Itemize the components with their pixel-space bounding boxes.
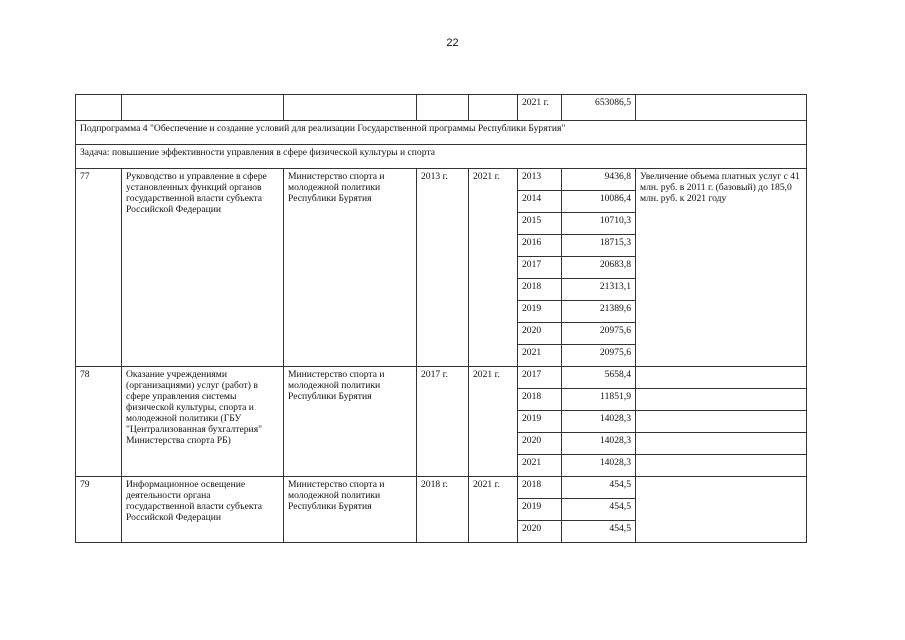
item-name: Руководство и управление в сфере установленных функций органов государственной власти субъекта Российской Федерации	[122, 169, 284, 367]
value-cell: 11851,9	[562, 389, 636, 411]
empty-cell	[636, 95, 807, 121]
value-cell: 18715,3	[562, 235, 636, 257]
item-number: 77	[76, 169, 122, 367]
value-cell: 20975,6	[562, 345, 636, 367]
year-cell: 2018	[518, 279, 562, 301]
item-executor: Министерство спорта и молодежной политики Республики Бурятия	[284, 477, 417, 543]
item-number: 79	[76, 477, 122, 543]
value-cell: 5658,4	[562, 367, 636, 389]
item-end: 2021 г.	[469, 477, 518, 543]
year-cell: 2021	[518, 455, 562, 477]
item-name: Оказание учреждениями (организациями) услуг (работ) в сфере управления системы физической культуры, спорта и молодежной политики (ГБУ "Централизованная бухгалтерия" Министерства спорта РБ)	[122, 367, 284, 477]
value-cell: 14028,3	[562, 455, 636, 477]
item-result: Увеличение объема платных услуг с 41 млн. руб. в 2011 г. (базовый) до 185,0 млн. руб. к 2021 году	[636, 169, 807, 367]
result-cell	[636, 367, 807, 389]
value-cell: 20975,6	[562, 323, 636, 345]
item-start: 2018 г.	[417, 477, 469, 543]
year-cell: 2021	[518, 345, 562, 367]
table-row	[76, 477, 807, 499]
year-cell: 2020	[518, 433, 562, 455]
year-cell: 2017	[518, 367, 562, 389]
year-cell: 2019	[518, 499, 562, 521]
program-table	[75, 94, 807, 543]
table-row	[76, 169, 807, 191]
subprogram-title: Подпрограмма 4 "Обеспечение и создание условий для реализации Государственной программы Республики Бурятия"	[76, 121, 807, 145]
value-cell: 21313,1	[562, 279, 636, 301]
task-title: Задача: повышение эффективности управления в сфере физической культуры и спорта	[76, 145, 807, 169]
continuation-row	[76, 95, 807, 121]
year-cell: 2017	[518, 257, 562, 279]
result-cell	[636, 389, 807, 411]
value-cell: 14028,3	[562, 433, 636, 455]
year-cell: 2013	[518, 169, 562, 191]
year-cell: 2021 г.	[518, 95, 562, 121]
item-end: 2021 г.	[469, 367, 518, 477]
value-cell: 20683,8	[562, 257, 636, 279]
year-cell: 2016	[518, 235, 562, 257]
value-cell: 454,5	[562, 499, 636, 521]
item-end: 2021 г.	[469, 169, 518, 367]
year-cell: 2019	[518, 411, 562, 433]
empty-cell	[76, 95, 122, 121]
table-row	[76, 367, 807, 389]
empty-cell	[417, 95, 469, 121]
year-cell: 2014	[518, 191, 562, 213]
value-cell: 10710,3	[562, 213, 636, 235]
year-cell: 2019	[518, 301, 562, 323]
item-start: 2013 г.	[417, 169, 469, 367]
item-start: 2017 г.	[417, 367, 469, 477]
year-cell: 2015	[518, 213, 562, 235]
value-cell: 21389,6	[562, 301, 636, 323]
value-cell: 454,5	[562, 521, 636, 543]
item-executor: Министерство спорта и молодежной политики Республики Бурятия	[284, 367, 417, 477]
empty-cell	[284, 95, 417, 121]
result-cell	[636, 433, 807, 455]
year-cell: 2020	[518, 323, 562, 345]
empty-cell	[122, 95, 284, 121]
value-cell: 653086,5	[562, 95, 636, 121]
year-cell: 2020	[518, 521, 562, 543]
subprogram-row	[76, 121, 807, 145]
result-cell	[636, 455, 807, 477]
item-executor: Министерство спорта и молодежной политики Республики Бурятия	[284, 169, 417, 367]
result-cell	[636, 411, 807, 433]
result-cell	[636, 477, 807, 543]
value-cell: 9436,8	[562, 169, 636, 191]
value-cell: 10086,4	[562, 191, 636, 213]
item-number: 78	[76, 367, 122, 477]
page-number: 22	[446, 37, 459, 49]
empty-cell	[469, 95, 518, 121]
task-row	[76, 145, 807, 169]
value-cell: 14028,3	[562, 411, 636, 433]
value-cell: 454,5	[562, 477, 636, 499]
year-cell: 2018	[518, 389, 562, 411]
item-name: Информационное освещение деятельности органа государственной власти субъекта Российской Федерации	[122, 477, 284, 543]
year-cell: 2018	[518, 477, 562, 499]
